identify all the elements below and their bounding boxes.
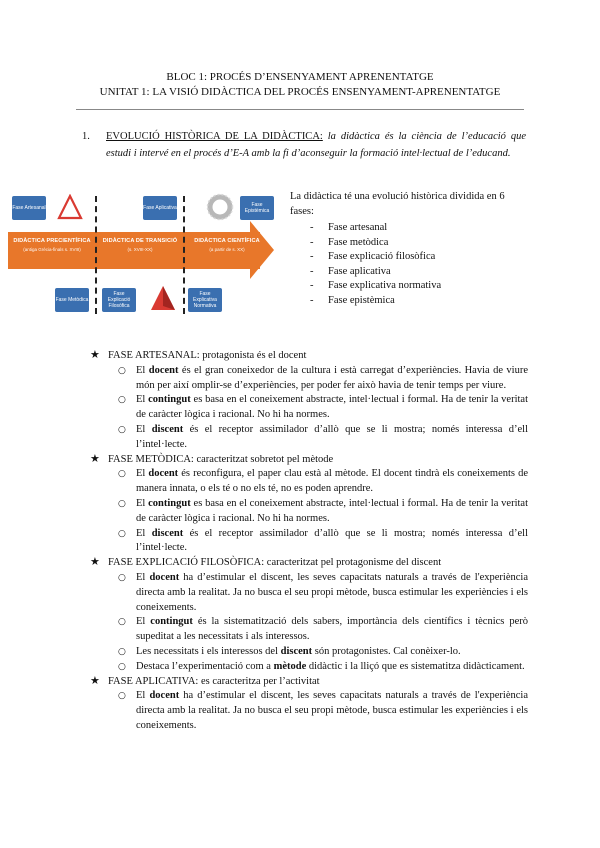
phase-heading: FASE ARTESANAL: protagonista és el docent xyxy=(108,350,307,361)
box-fase-artesanal: Fase Artesanal xyxy=(12,196,46,220)
list-item: ○ El discent és el receptor assimilador d’allò que se li mostra; només interessa d’ell l’intel·lecte. xyxy=(118,527,528,554)
phase-details xyxy=(88,349,528,734)
warning-triangle-icon xyxy=(57,194,83,220)
section-paragraph xyxy=(106,128,526,162)
list-item: - Fase explicació filosòfica xyxy=(310,250,530,265)
timeline-diagram xyxy=(0,188,290,318)
stage-dates: (s. XVIII-XX) xyxy=(127,247,153,252)
box-fase-explicativa: Fase Explicativa Normativa xyxy=(188,288,222,312)
section-title: EVOLUCIÓ HISTÒRICA DE LA DIDÀCTICA: xyxy=(106,131,323,142)
star-bullet-icon: ★ xyxy=(90,451,100,465)
phase-metodica xyxy=(88,453,528,468)
header-divider xyxy=(76,109,524,110)
section-number: 1. xyxy=(82,131,90,142)
list-item: ○ El contingut es basa en el coneixement abstracte, intel·lectual i formal. Ha de tenir la veritat de caràcter lògica i racional. No hi ha normes. xyxy=(118,394,528,421)
list-item: ○ El docent ha d’estimular el discent, les seves capacitats naturals a través de l'experiència directa amb la realitat. Ja no busca el seu propi mètode, busca estimular les experiències i els coneixements. xyxy=(118,690,528,731)
list-item: - Fase explicativa normativa xyxy=(310,279,530,294)
circle-bullet-icon: ○ xyxy=(118,469,126,480)
phase-heading: FASE METÒDICA: caracteritzat sobretot pel mètode xyxy=(108,453,334,465)
stage-dates: (antiga Grècia-finals s. XVIII) xyxy=(23,247,81,252)
intro-text: La didàctica té una evolució històrica dividida en 6 fases: xyxy=(290,191,505,217)
divider-dash xyxy=(183,196,185,314)
stage-cientifica xyxy=(188,238,266,252)
stage-title: DIDÀCTICA DE TRANSICIÓ xyxy=(102,238,178,244)
box-fase-metodica: Fase Metòdica xyxy=(55,288,89,312)
section-1 xyxy=(82,128,527,162)
list-item: ○ El docent és el gran coneixedor de la cultura i està carregat d’experiències. Havia de viure món per així omplir-se d’experiències, per poder fer això havia de tenir temps per viure. xyxy=(118,364,528,391)
circle-bullet-icon: ○ xyxy=(118,424,126,435)
star-bullet-icon: ★ xyxy=(90,673,100,687)
list-item: ○ El docent ha d’estimular el discent, les seves capacitats naturals a través de l'experiència directa amb la realitat. Ja no busca el seu propi mètode, busca estimular les experiències i els coneixements. xyxy=(118,571,528,613)
circle-bullet-icon: ○ xyxy=(118,498,126,509)
circle-bullet-icon: ○ xyxy=(118,691,126,702)
list-item: ○ Destaca l’experimentació com a mètode didàctic i la lliçó que es sistematitza didàcticament. xyxy=(88,660,528,675)
list-item: - Fase metòdica xyxy=(310,236,530,251)
box-fase-aplicativa: Fase Aplicativa xyxy=(143,196,177,220)
list-item: ○ El contingut és la sistematització dels sabers, importància dels científics i tècnics però supeditat a les necessitats i als interessos. xyxy=(118,616,528,643)
stage-precientifica xyxy=(10,238,94,252)
phase-heading: FASE EXPLICACIÓ FILOSÒFICA: caracteritzat pel protagonisme del discent xyxy=(108,557,442,569)
phase-heading: FASE APLICATIVA: es caracteritza per l’activitat xyxy=(108,675,320,687)
divider-dash xyxy=(95,196,97,314)
stage-title: DIDÀCTICA PRECIENTÍFICA xyxy=(13,238,91,244)
pyramid-icon xyxy=(148,284,178,314)
header-line-2: UNITAT 1: LA VISIÓ DIDÀCTICA DEL PROCÉS ENSENYAMENT-APRENENTATGE xyxy=(99,86,501,98)
phase-aplicativa xyxy=(88,675,528,690)
phase-artesanal xyxy=(88,349,528,364)
circle-bullet-icon: ○ xyxy=(118,617,126,628)
document-header xyxy=(0,70,600,100)
stage-dates: (a partir de s. XX) xyxy=(209,247,245,252)
intro-block xyxy=(290,190,530,308)
phase-list xyxy=(310,221,530,308)
star-bullet-icon: ★ xyxy=(90,348,100,361)
header-line-1: BLOC 1: PROCÉS D’ENSENYAMENT APRENENTATGE xyxy=(166,71,434,83)
list-item: ○ El contingut es basa en el coneixement abstracte, intel·lectual i formal. Ha de tenir la veritat de caràcter lògica i racional. No hi ha normes. xyxy=(118,497,528,524)
phase-explicacio-filosofica xyxy=(88,556,528,571)
list-item: ○ Les necessitats i els interessos del discent són protagonistes. Cal conèixer-lo. xyxy=(88,645,528,660)
circle-bullet-icon: ○ xyxy=(118,572,126,583)
box-fase-epistemica: Fase Epistèmica xyxy=(240,196,274,220)
star-bullet-icon: ★ xyxy=(90,555,100,569)
circle-bullet-icon: ○ xyxy=(118,661,126,672)
list-item: - Fase artesanal xyxy=(310,221,530,236)
section-definition: la didàctica és la ciència de l’educació que estudi i intervé en el procés d’E-A amb la fi d’aconseguir la formació intel·lectual de l’educand. xyxy=(106,131,527,159)
list-item: ○ El docent és reconfigura, el paper clau està al mètode. El docent tindrà els coneixements de manera innata, o els té o no els té, no es poden aprendre. xyxy=(118,468,528,495)
list-item: - Fase epistèmica xyxy=(310,294,530,309)
stage-transicio xyxy=(98,238,182,252)
list-item: ○ El discent és el receptor assimilador d’allò que se li mostra; només interessa d’ell l’intel·lecte. xyxy=(118,423,528,450)
circle-bullet-icon: ○ xyxy=(118,365,126,376)
circle-bullet-icon: ○ xyxy=(118,528,126,539)
circle-bullet-icon: ○ xyxy=(118,646,126,657)
circle-bullet-icon: ○ xyxy=(118,395,126,406)
gear-ring-icon xyxy=(206,193,234,221)
box-fase-explicacio: Fase Explicació Filosòfica xyxy=(102,288,136,312)
stage-title: DIDÀCTICA CIENTÍFICA xyxy=(194,238,260,244)
list-item: - Fase aplicativa xyxy=(310,265,530,280)
